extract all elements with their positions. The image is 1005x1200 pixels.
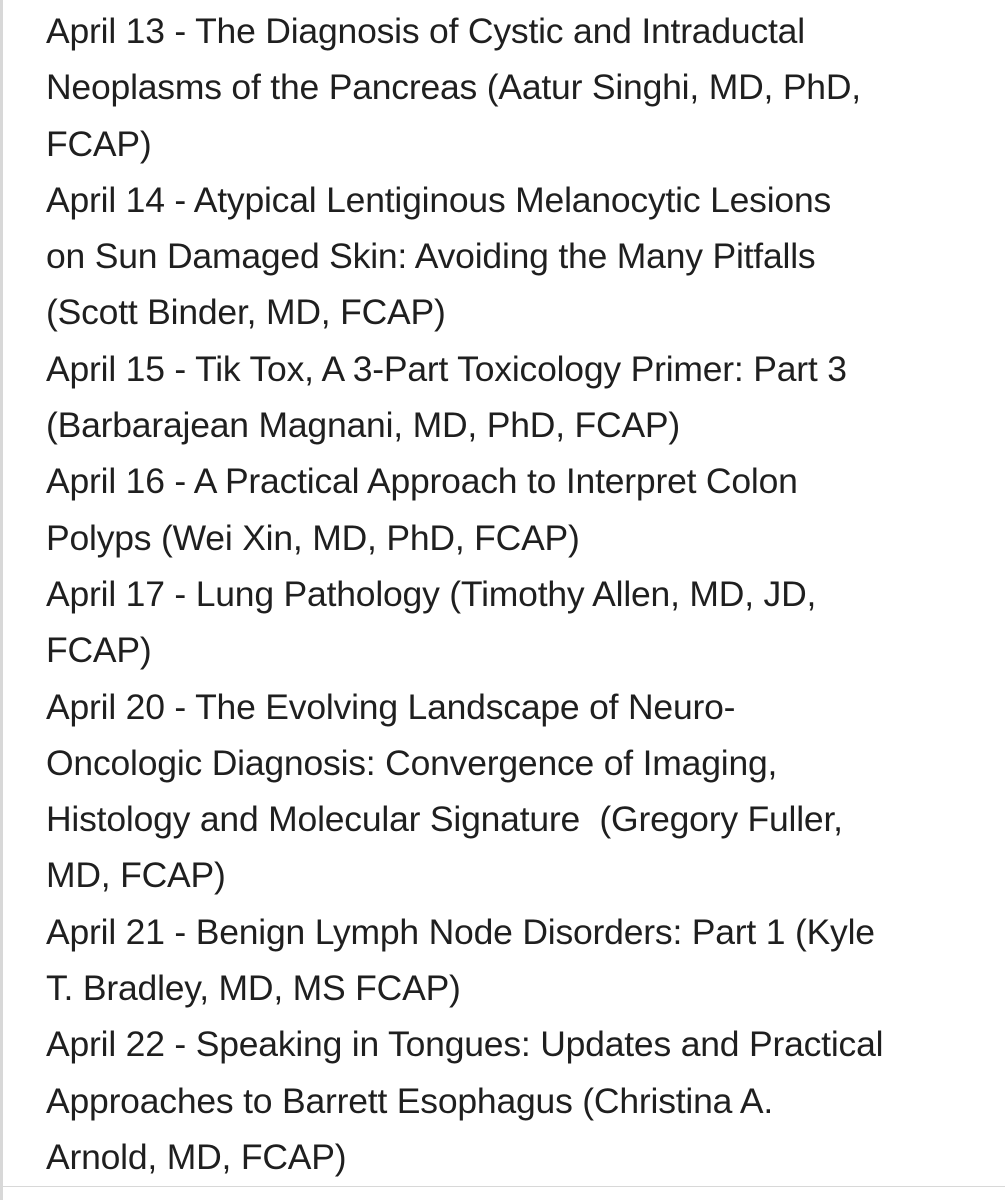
entry-line: April 17 - Lung Pathology (Timothy Allen, MD, JD, [46,573,817,614]
entry-line: Approaches to Barrett Esophagus (Christina A. [46,1080,774,1121]
schedule-entry-april-21 [46,904,986,1017]
left-border [0,0,3,1200]
entry-line: Histology and Molecular Signature (Gregory Fuller, [46,799,843,840]
schedule-entry-april-13 [46,3,986,172]
entry-line: April 13 - The Diagnosis of Cystic and Intraductal [46,11,805,51]
entry-line: T. Bradley, MD, MS FCAP) [46,968,461,1009]
entry-line: Neoplasms of the Pancreas (Aatur Singhi, MD, PhD, [46,67,861,108]
entry-line: (Scott Binder, MD, FCAP) [46,292,446,333]
entry-line: April 14 - Atypical Lentiginous Melanocytic Lesions [46,179,832,220]
entry-line: FCAP) [46,123,152,164]
entry-line: (Barbarajean Magnani, MD, PhD, FCAP) [46,405,681,446]
schedule-entry-april-14 [46,172,986,341]
bottom-divider [0,1186,1005,1187]
schedule-entry-april-15 [46,341,986,454]
schedule-entry-april-22 [46,1016,986,1185]
entry-line: MD, FCAP) [46,855,226,896]
entry-line: on Sun Damaged Skin: Avoiding the Many Pitfalls [46,236,816,277]
entry-line: April 22 - Speaking in Tongues: Updates and Practical [46,1024,884,1065]
schedule-entry-april-16 [46,453,986,566]
entry-line: Oncologic Diagnosis: Convergence of Imaging, [46,742,778,783]
schedule-entry-april-17 [46,566,986,679]
entry-line: FCAP) [46,630,152,671]
entry-line: April 21 - Benign Lymph Node Disorders: Part 1 (Kyle [46,911,875,952]
entry-line: Polyps (Wei Xin, MD, PhD, FCAP) [46,517,580,558]
entry-line: Arnold, MD, FCAP) [46,1136,347,1177]
entry-line: April 16 - A Practical Approach to Interpret Colon [46,461,798,502]
lecture-schedule-list [46,3,986,1185]
entry-line: April 20 - The Evolving Landscape of Neuro- [46,686,736,727]
schedule-entry-april-20 [46,679,986,904]
entry-line: April 15 - Tik Tox, A 3-Part Toxicology Primer: Part 3 [46,348,847,389]
